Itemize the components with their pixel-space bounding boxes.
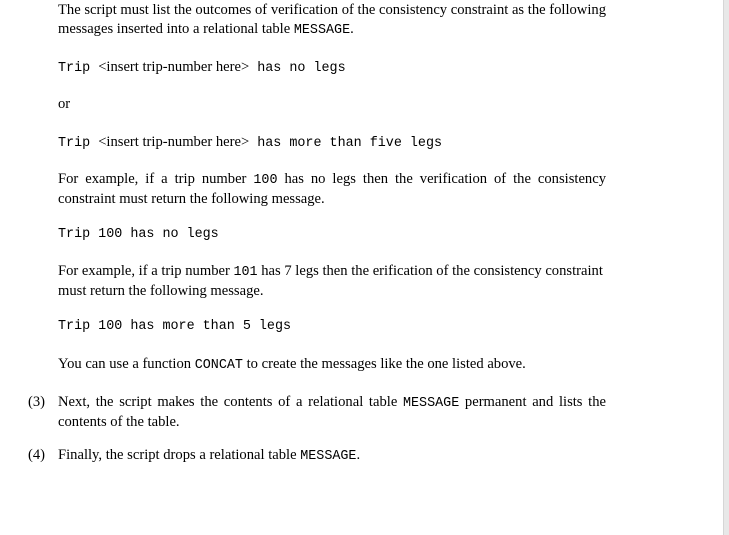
example-1-text-1: For example, if a trip number	[58, 171, 254, 187]
step-3-table-name: MESSAGE	[402, 396, 460, 411]
step-3-body	[58, 393, 606, 432]
intro-text-1: The script must list the outcomes of verification of the consistency constraint as the following messages inserted into a relational table	[58, 2, 606, 37]
intro-paragraph	[58, 1, 606, 40]
concat-text-2: to create the messages like the one listed above.	[242, 356, 526, 372]
template-1-placeholder: <insert trip-number here>	[98, 59, 250, 75]
example-2-message: Trip 100 has more than 5 legs	[58, 319, 292, 334]
message-template-no-legs	[58, 58, 346, 78]
template-1-suffix: has no legs	[249, 61, 346, 76]
example-1-message: Trip 100 has no legs	[58, 227, 219, 242]
template-2-placeholder: <insert trip-number here>	[98, 134, 250, 150]
step-3-text-2: permanent and lists the contents of the table.	[58, 394, 606, 430]
table-name-message: MESSAGE	[293, 23, 351, 38]
example-1-trip-number: 100	[253, 173, 278, 188]
template-2-prefix: Trip	[58, 136, 99, 151]
step-4-item	[28, 446, 606, 466]
page-right-edge	[723, 0, 729, 535]
example-2-text-1: For example, if a trip number	[58, 263, 234, 279]
step-4-table-name: MESSAGE	[300, 449, 357, 464]
template-2-suffix: has more than five legs	[249, 136, 443, 151]
step-3-text-1: Next, the script makes the contents of a relational table	[58, 394, 403, 410]
step-3-item	[28, 393, 606, 432]
example-2-paragraph	[58, 262, 606, 301]
concat-text-1: You can use a function	[58, 356, 195, 372]
template-1-prefix: Trip	[58, 61, 99, 76]
example-1-text-2: has no legs then the verification of the consistency constraint must return the following message.	[58, 171, 606, 207]
example-1-paragraph	[58, 170, 606, 209]
intro-text-2: .	[350, 21, 354, 37]
or-text: or	[58, 96, 71, 112]
step-4-body	[58, 446, 606, 466]
step-4-text-1: Finally, the script drops a relational table	[58, 447, 301, 463]
concat-function-name: CONCAT	[194, 358, 243, 373]
example-2-trip-number: 101	[233, 265, 258, 280]
step-4-text-2: .	[356, 447, 361, 463]
step-4-number: (4)	[28, 447, 46, 463]
message-template-more-than-five	[58, 133, 442, 153]
example-2-text-2: has 7 legs then the erification of the consistency constraint must return the following message.	[58, 263, 603, 299]
step-3-number: (3)	[28, 394, 46, 410]
concat-note-paragraph	[58, 355, 606, 375]
